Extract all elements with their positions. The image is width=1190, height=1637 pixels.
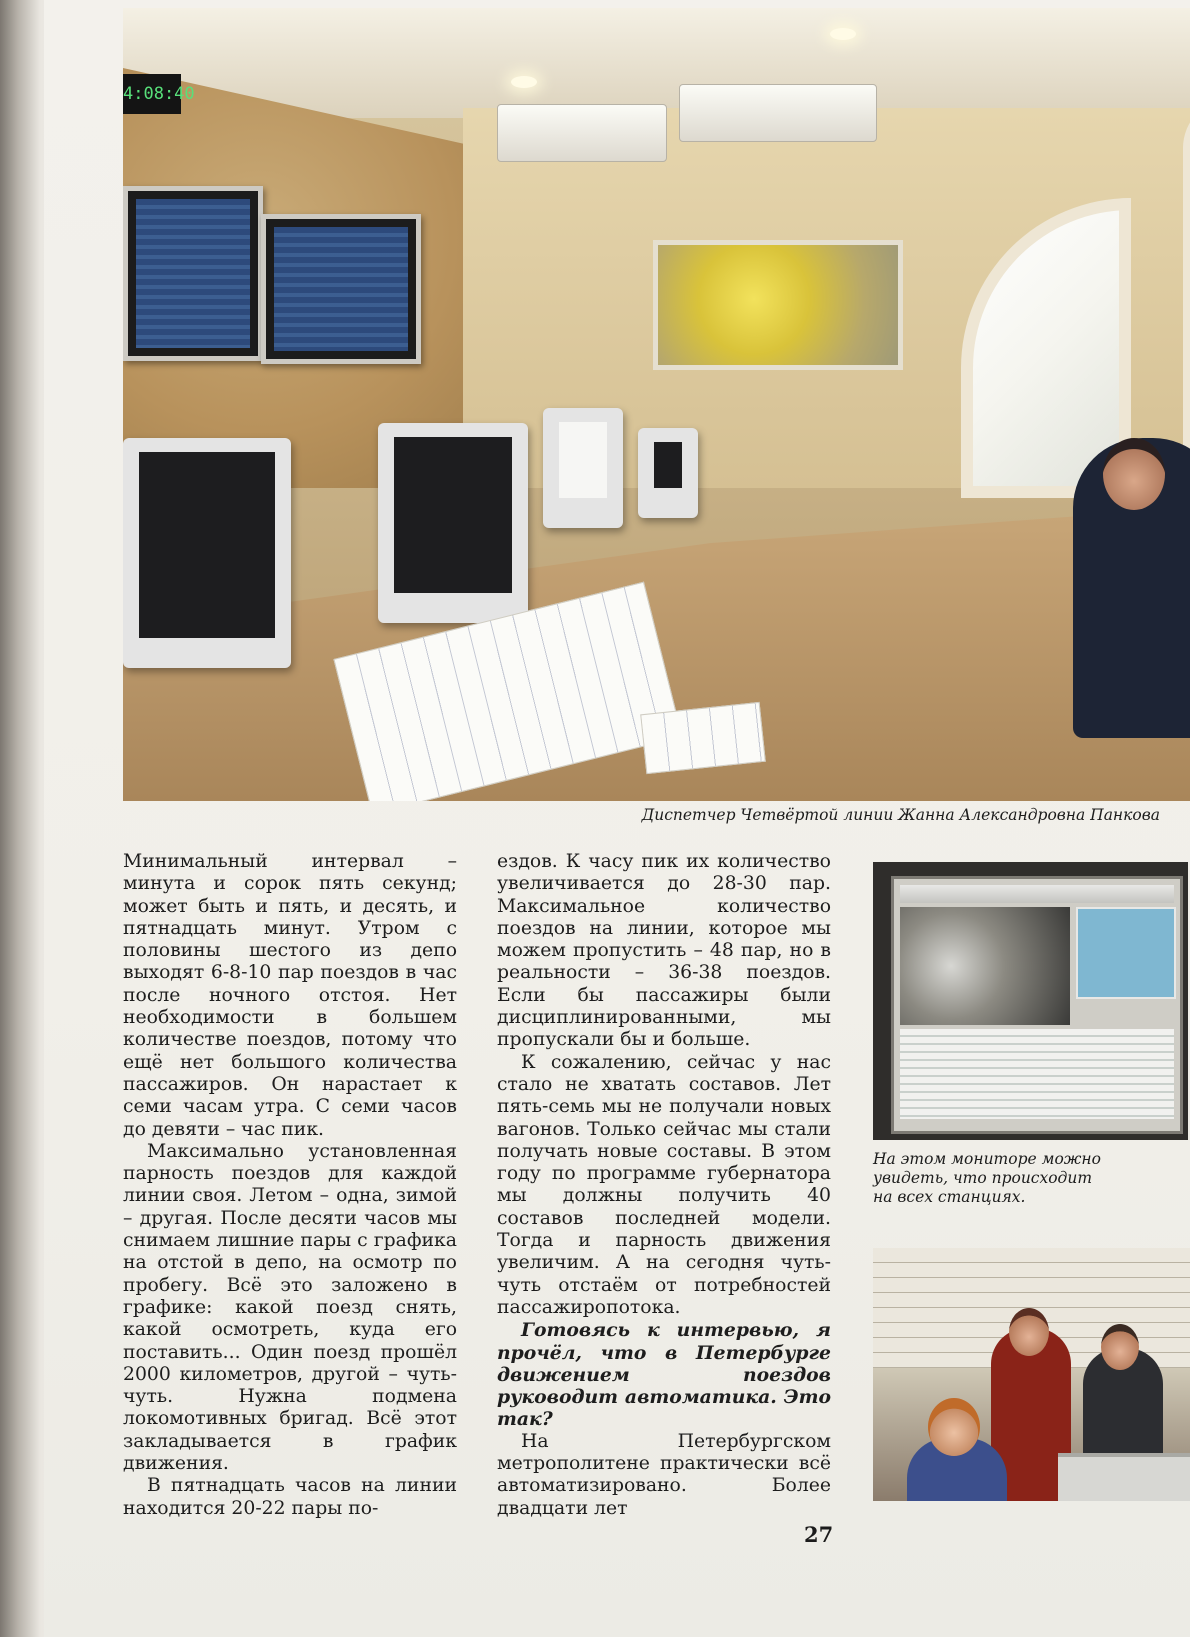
air-conditioner — [679, 84, 877, 142]
page-number: 27 — [804, 1522, 834, 1547]
person-head — [928, 1398, 980, 1456]
article-column-1 — [123, 851, 457, 1520]
wall-painting — [653, 240, 903, 370]
person-head — [1009, 1308, 1049, 1356]
monitor-frame — [891, 876, 1183, 1134]
side-photo-dispatch-staff — [873, 1248, 1190, 1501]
wall-screen — [123, 186, 263, 361]
ceiling — [123, 8, 1190, 118]
paper-note — [640, 702, 766, 774]
air-conditioner — [497, 104, 667, 162]
main-photo-dispatch-room — [123, 8, 1190, 801]
side-photo-monitor — [873, 862, 1188, 1140]
camera-feed — [900, 907, 1070, 1025]
crt-monitor — [543, 408, 623, 528]
desk-monitor — [1058, 1453, 1190, 1501]
paragraph: На Петербургском метрополитене практически всё автоматизировано. Более двадцати лет — [497, 1430, 831, 1519]
paragraph: ездов. К часу пик их количество увеличивается до 28-30 пар. Максимальное количество поездов на линии, которое мы можем пропустить – 48 пар, но в реальности – 36-38 поездов. Если бы пассажиры были дисциплинированными, мы пропускали бы и больше. — [497, 851, 831, 1051]
paragraph: Максимально установленная парность поездов для каждой линии своя. Летом – одна, зимой – другая. После десяти часов мы снимаем лишние пары с графика на отстой в депо, на осмотр по пробегу. Всё это заложено в графике: какой поезд снять, какой осмотреть, куда его поставить... Один поезд прошёл 2000 километров, другой – чуть-чуть. Нужна подмена локомотивных бригад. Всё этот закладывается в график движения. — [123, 1140, 457, 1475]
ceiling-light — [830, 28, 856, 40]
wall-screen — [261, 214, 421, 364]
crt-monitor — [638, 428, 698, 518]
paragraph: В пятнадцать часов на линии находится 20-22 пары по- — [123, 1475, 457, 1519]
monitor-toolbar — [900, 885, 1174, 903]
paragraph: Минимальный интервал – минута и сорок пять секунд; может быть и пять, и десять, и пятнадцать минут. Утром с половины шестого из депо выходят 6-8-10 пар поездов в час после ночного отстоя. Нет необходимости в большем количестве поездов, потому что ещё нет большого количества пассажиров. Он нарастает к семи часам утра. С семи часов до девяти – час пик. — [123, 851, 457, 1140]
wall-clock: 4:08:40 — [123, 74, 181, 114]
crt-monitor — [378, 423, 528, 623]
crt-monitor — [123, 438, 291, 668]
side-photo-caption: На этом мониторе можно увидеть, что происходит на всех станциях. — [873, 1150, 1101, 1206]
main-photo-caption: Диспетчер Четвёртой линии Жанна Александровна Панкова — [641, 806, 1160, 824]
ceiling-light — [511, 76, 537, 88]
article-column-2 — [497, 851, 831, 1520]
person-head — [1101, 1324, 1139, 1370]
paragraph: К сожалению, сейчас у нас стало не хватать составов. Лет пять-семь мы не получали новых вагонов. Только сейчас мы стали получать новые составы. В этом году по программе губернатора мы должны получить 40 составов последней модели. Тогда и парность движения увеличим. А на сегодня чуть-чуть отстаём от потребностей пассажиропотока. — [497, 1051, 831, 1318]
station-plan — [1076, 907, 1176, 999]
dispatcher-head — [1103, 438, 1165, 510]
log-table — [900, 1029, 1174, 1119]
interview-question: Готовясь к интервью, я прочёл, что в Петербурге движением поездов руководит автоматика. Это так? — [497, 1319, 831, 1431]
